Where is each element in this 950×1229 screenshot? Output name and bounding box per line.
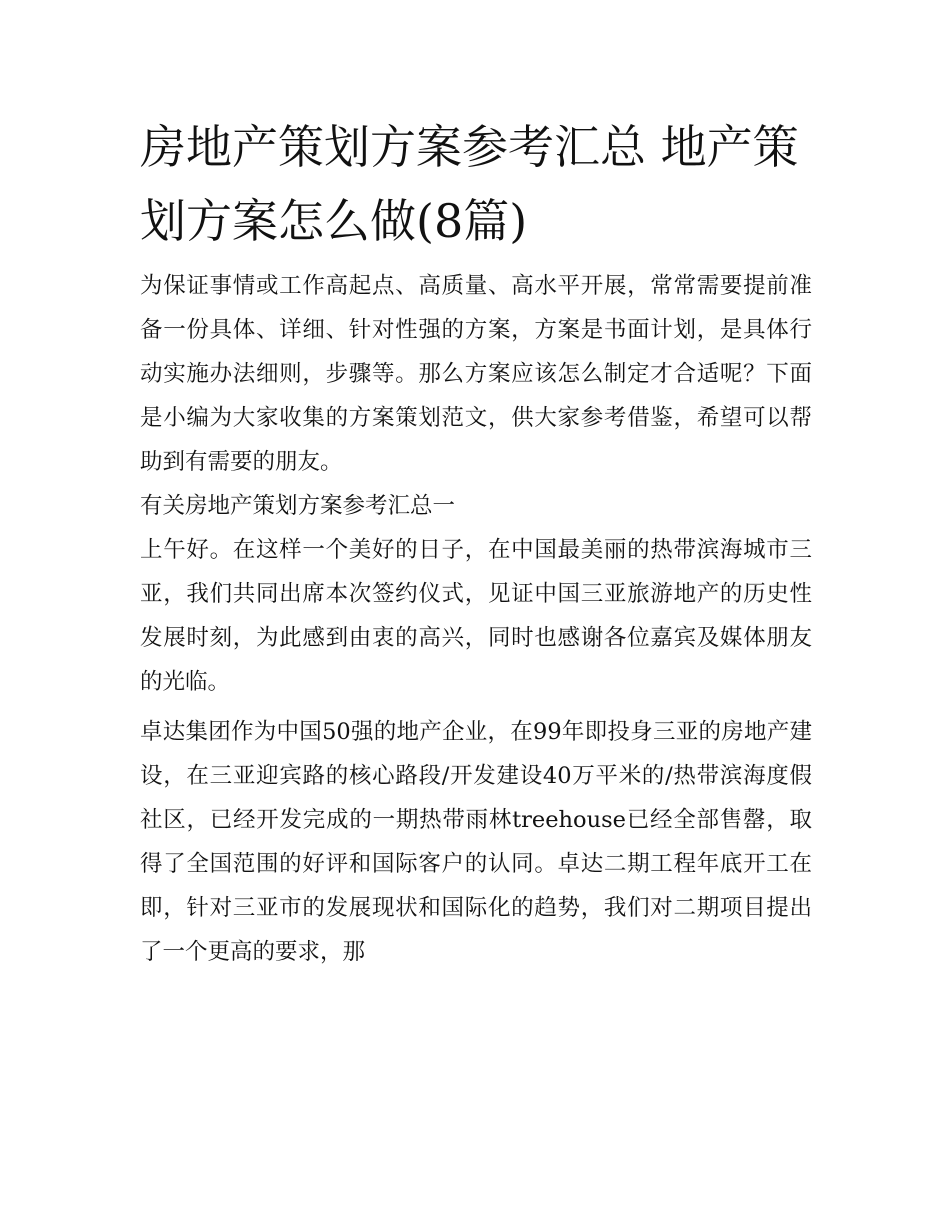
document-title: 房地产策划方案参考汇总 地产策划方案怎么做(8篇) [140,120,799,248]
body-paragraph-2: 卓达集团作为中国50强的地产企业，在99年即投身三亚的房地产建设，在三亚迎宾路的核心路段/开发建设40万平米的/热带滨海度假社区，已经开发完成的一期热带雨林treehouse已经全部售罄，取得了全国范围的好评和国际客户的认同。卓达二期工程年底开工在即，针对三亚市的发展现状和国际化的趋势，我们对二期项目提出了一个更高的要求，那 [140,719,812,965]
intro-paragraph: 为保证事情或工作高起点、高质量、高水平开展，常常需要提前准备一份具体、详细、针对性强的方案，方案是书面计划，是具体行动实施办法细则，步骤等。那么方案应该怎么制定才合适呢？下面是小编为大家收集的方案策划范文，供大家参考借鉴，希望可以帮助到有需要的朋友。 [140,273,812,475]
body-paragraph-1: 上午好。在这样一个美好的日子，在中国最美丽的热带滨海城市三亚，我们共同出席本次签约仪式，见证中国三亚旅游地产的历史性发展时刻，为此感到由衷的高兴，同时也感谢各位嘉宾及媒体朋友的光临。 [140,537,812,695]
section-heading: 有关房地产策划方案参考汇总一 [140,493,456,519]
document-page [140,110,812,974]
